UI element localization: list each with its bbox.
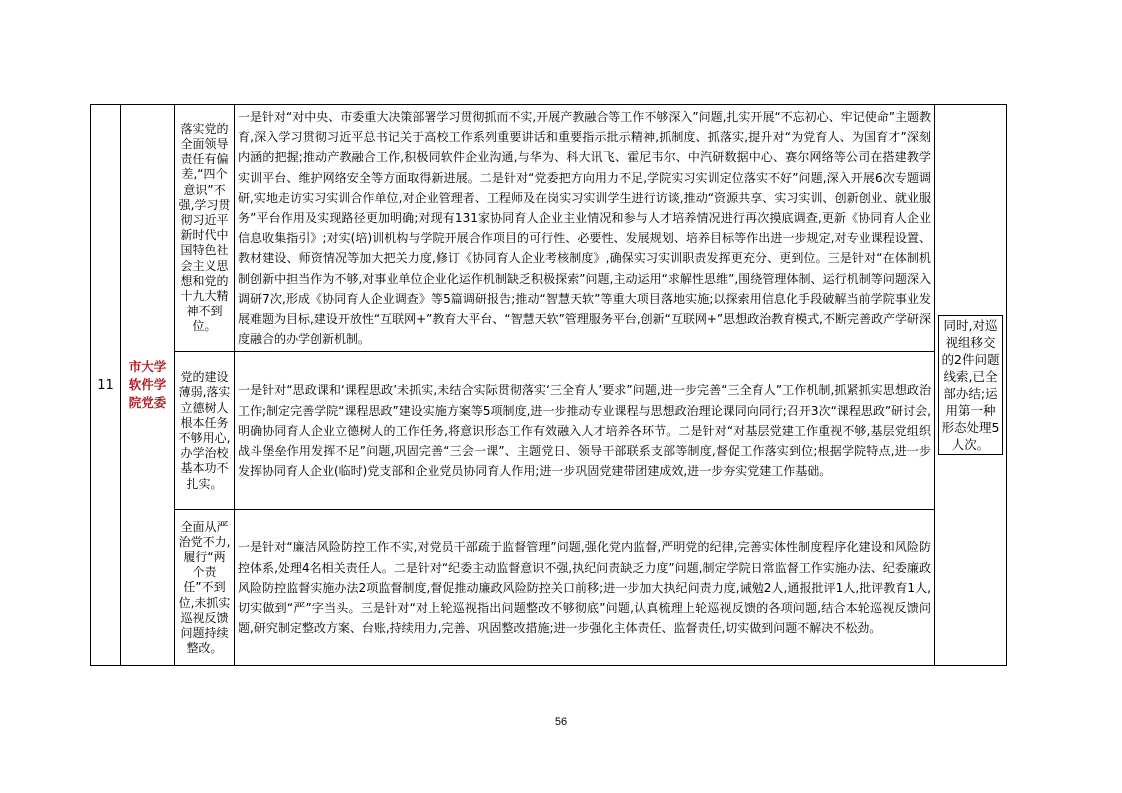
problem-cell: 党的建设薄弱,落实立德树人根本任务不够用心,办学治校基本功不扎实。 [175,352,235,510]
measures-cell: 一是针对“对中央、市委重大决策部署学习贯彻抓而不实,开展产教融合等工作不够深入”问题,扎实开展“不忘初心、牢记使命”主题教育,深入学习贯彻习近平总书记关于高校工作系列重要讲话和重要指示批示精神,抓制度、抓落实,提升对“为党育人、为国育才”深刻内涵的把握;推动产教融合工作,积极同软件企业沟通,与华为、科大讯飞、霍尼韦尔、中汽研数据中心、赛尔网络等公司在搭建教学实训平台、维护网络安全等方面取得新进展。二是针对“党委把方向用力不足,学院实习实训定位落实不好”问题,深入开展6次专题调研,实地走访实习实训合作单位,对企业管理者、工程师及在岗实习实训学生进行访谈,推动“资源共享、实习实训、创新创业、就业服务”平台作用及实现路径更加明确;对现有131家协同育人企业主业情况和参与人才培养情况进行再次摸底调查,更新《协同育人企业信息收集指引》;对实(培)训机构与学院开展合作项目的可行性、必要性、发展规划、培养目标等作出进一步规定,对专业课程设置、教材建设、师资情况等加大把关力度,修订《协同育人企业考核制度》,确保实习实训职责发挥更充分、更到位。三是针对“在体制机制创新中担当作为不够,对事业单位企业化运作机制缺乏积极探索”问题,主动运用“求解性思维”,围绕管理体制、运行机制等问题深入调研7次,形成《协同育人企业调查》等5篇调研报告;推动“智慧天软”等重大项目落地实施;以探索用信息化手段破解当前学院事业发展难题为目标,建设开放性“互联网+”教育大平台、“智慧天软”管理服务平台,创新“互联网+”思想政治教育模式,不断完善政产学研深度融合的办学创新机制。 [235,105,935,352]
problem-cell: 全面从严治党不力,履行“两个责任”不到位,未抓实巡视反馈问题持续整改。 [175,510,235,666]
result-cell [935,105,1007,666]
unit-name: 市大学软件学院党委 [121,105,175,666]
measures-cell: 一是针对“廉洁风险防控工作不实,对党员干部疏于监督管理”问题,强化党内监督,严明党的纪律,完善实体性制度程序化建设和风险防控体系,处理4名相关责任人。二是针对“纪委主动监督意识不强,执纪问责缺乏力度”问题,制定学院日常监督工作实施办法、纪委廉政风险防控监督实施办法2项监督制度,督促推动廉政风险防控关口前移;进一步加大执纪问责力度,诫勉2人,通报批评1人,批评教育1人,切实做到“严”字当头。三是针对“对上轮巡视指出问题整改不够彻底”问题,认真梳理上轮巡视反馈的各项问题,结合本轮巡视反馈问题,研究制定整改方案、台账,持续用力,完善、巩固整改措施;进一步强化主体责任、监督责任,切实做到问题不解决不松劲。 [235,510,935,666]
measures-cell: 一是针对“思政课和‘课程思政’未抓实,未结合实际贯彻落实‘三全育人’要求”问题,进一步完善“三全育人”工作机制,抓紧抓实思想政治工作;制定完善学院“课程思政”建设实施方案等5项制度,进一步推动专业课程与思想政治理论课同向同行;召开3次“课程思政”研讨会,明确协同育人企业立德树人的工作任务,将意识形态工作有效融入人才培养各环节。二是针对“对基层党建工作重视不够,基层党组织战斗堡垒作用发挥不足”问题,巩固完善“三会一课”、主题党日、领导干部联系支部等制度,督促工作落实到位;根据学院特点,进一步发挥协同育人企业(临时)党支部和企业党员协同育人作用;进一步巩固党建带团建成效,进一步夯实党建工作基础。 [235,352,935,510]
rectification-table [90,104,1007,666]
table-row [91,105,1007,352]
table-row [91,352,1007,510]
table-row [91,510,1007,666]
page-number: 56 [554,716,568,728]
row-number: 11 [91,105,121,666]
result-text: 同时,对巡视组移交的2件问题线索,已全部办结;运用第一种形态处理5人次。 [938,315,1003,455]
problem-cell: 落实党的全面领导责任有偏差,“四个意识”不强,学习贯彻习近平新时代中国特色社会主义思想和党的十九大精神不到位。 [175,105,235,352]
